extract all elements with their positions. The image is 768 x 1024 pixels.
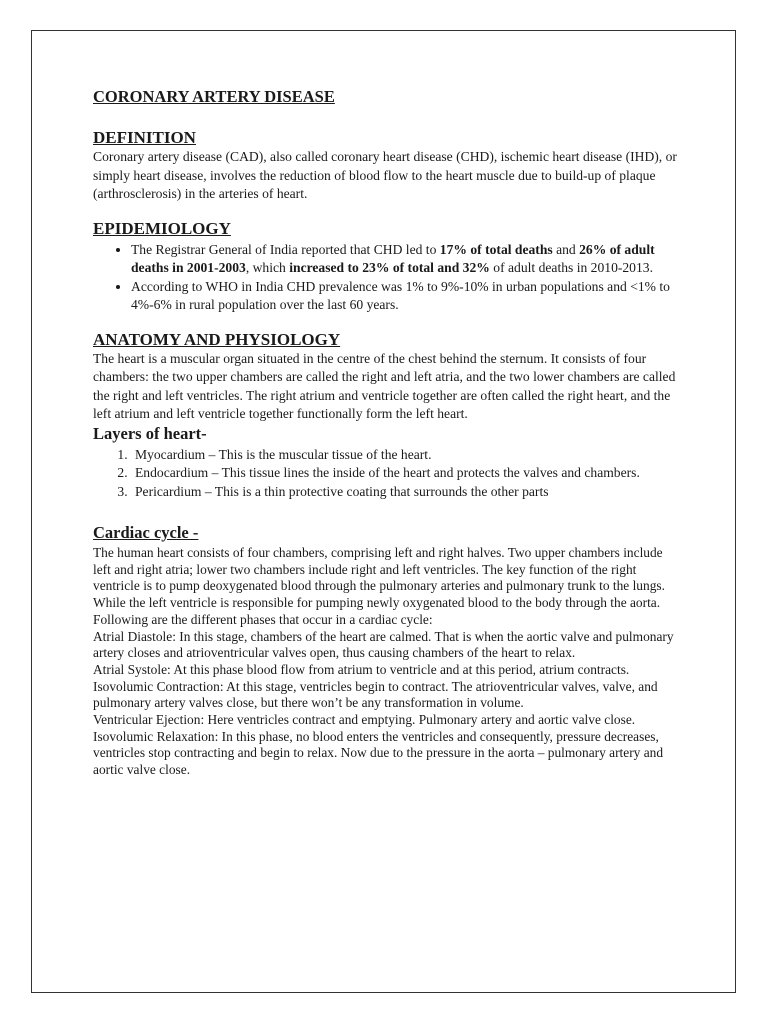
cardiac-cycle-section [93,523,683,779]
layers-heading: Layers of heart- [93,423,207,443]
list-item: 3. Pericardium – This is a thin protective coating that surrounds the other parts [131,483,683,502]
definition-heading: DEFINITION [93,128,196,147]
list-item: 2. Endocardium – This tissue lines the inside of the heart and protects the valves and chambers. [131,464,683,483]
paragraph: Ventricular Ejection: Here ventricles contract and emptying. Pulmonary artery and aortic valve close. [93,712,636,728]
bold-text: 17% of total deaths [439,241,553,257]
epidemiology-list [93,241,683,315]
anatomy-heading: ANATOMY AND PHYSIOLOGY [93,329,341,349]
paragraph: Atrial Systole: At this phase blood flow from atrium to ventricle and at this period, atrium contracts. [93,661,630,677]
anatomy-text: The heart is a muscular organ situated in the centre of the chest behind the sternum. It consists of four chambers: the two upper chambers are called the right and left atria, and the two lower chambers are called the right and left ventricles. The right atrium and ventricle together are often called the right heart, and the left atrium and left ventricle together functionally form the left heart. [93,350,676,421]
definition-text: Coronary artery disease (CAD), also called coronary heart disease (CHD), ischemic heart disease (IHD), or simply heart disease, involves the reduction of blood flow to the heart muscle due to build-up of plaque (arthrosclerosis) in the arteries of heart. [93,149,677,201]
paragraph: While the left ventricle is responsible for pumping newly oxygenated blood to the body through the aorta. [93,595,661,611]
paragraph: Isovolumic Relaxation: In this phase, no blood enters the ventricles and consequently, pressure decreases, ventricles stop contracting and begin to relax. Now due to the pressure in the aorta – pulmonary artery and aortic valve close. [93,728,664,778]
epidemiology-section [93,219,683,315]
epidemiology-heading: EPIDEMIOLOGY [93,218,231,238]
anatomy-section [93,330,683,502]
cardiac-cycle-heading: Cardiac cycle - [93,523,199,542]
paragraph: Following are the different phases that occur in a cardiac cycle: [93,611,433,627]
bold-text: 26% of adult deaths in 2001-2003 [131,241,655,275]
text-run: of adult deaths in 2010-2013. [489,260,653,275]
definition-section [93,128,683,204]
list-item: • According to WHO in India CHD prevalence was 1% to 9%-10% in urban populations and <1% to 4%-6% in rural population over the last 60 years. [131,278,683,315]
bold-text: increased to 23% of total and 32% [289,260,490,275]
text-run: , which [245,260,290,275]
paragraph: Atrial Diastole: In this stage, chambers of the heart are calmed. That is when the aortic valve and pulmonary artery closes and atrioventricular valves open, thus causing chambers of the heart to relax. [93,628,674,661]
list-item: 1. Myocardium – This is the muscular tissue of the heart. [131,446,683,465]
paragraph: The human heart consists of four chambers, comprising left and right halves. Two upper chambers include left and right atria; lower two chambers include right and left ventricles. The key function of the right ventricle is to pump deoxygenated blood through the pulmonary arteries and pulmonary trunk to the lungs. [93,545,665,594]
document-title: CORONARY ARTERY DISEASE [93,87,335,106]
text-run: and [552,241,580,257]
list-item [131,241,683,278]
paragraph: Isovolumic Contraction: At this stage, ventricles begin to contract. The atrioventricular valves, valve, and pulmonary artery valves close, but there won’t be any transformation in volume. [93,678,658,711]
text-run: The Registrar General of India reported that CHD led to [131,241,440,257]
document-body [93,86,683,779]
layers-list [93,446,683,502]
